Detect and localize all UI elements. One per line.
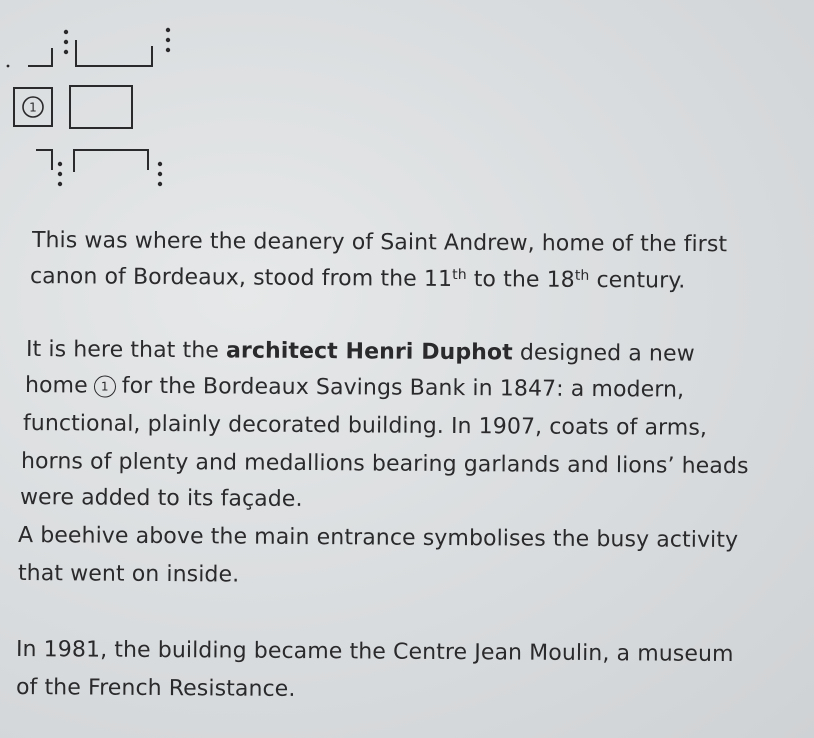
building-marker-icon: 1: [94, 375, 116, 397]
para1-line2: canon of Bordeaux, stood from the 11th to the 18th century.: [29, 264, 686, 294]
para2-line3: functional, plainly decorated building. In 1907, coats of arms,: [22, 411, 708, 441]
para2-line6: A beehive above the main entrance symbolises the busy activity: [17, 523, 739, 554]
para2-line7: that went on inside.: [17, 561, 240, 588]
para2-line2: home 1 for the Bordeaux Savings Bank in 1847: a modern,: [24, 373, 685, 403]
building-plan-diagram: [0, 0, 200, 200]
para2-line5: were added to its façade.: [19, 485, 303, 512]
para1-line1: This was where the deanery of Saint Andrew, home of the first: [31, 228, 728, 258]
para3-line1: In 1981, the building became the Centre Jean Moulin, a museum: [15, 637, 734, 668]
plan-marker-label: 1: [29, 100, 37, 115]
para2-line1: It is here that the architect Henri Duphot designed a new: [25, 337, 695, 367]
para2-line4: horns of plenty and medallions bearing garlands and lions’ heads: [20, 449, 749, 480]
para3-line2: of the French Resistance.: [15, 675, 296, 702]
